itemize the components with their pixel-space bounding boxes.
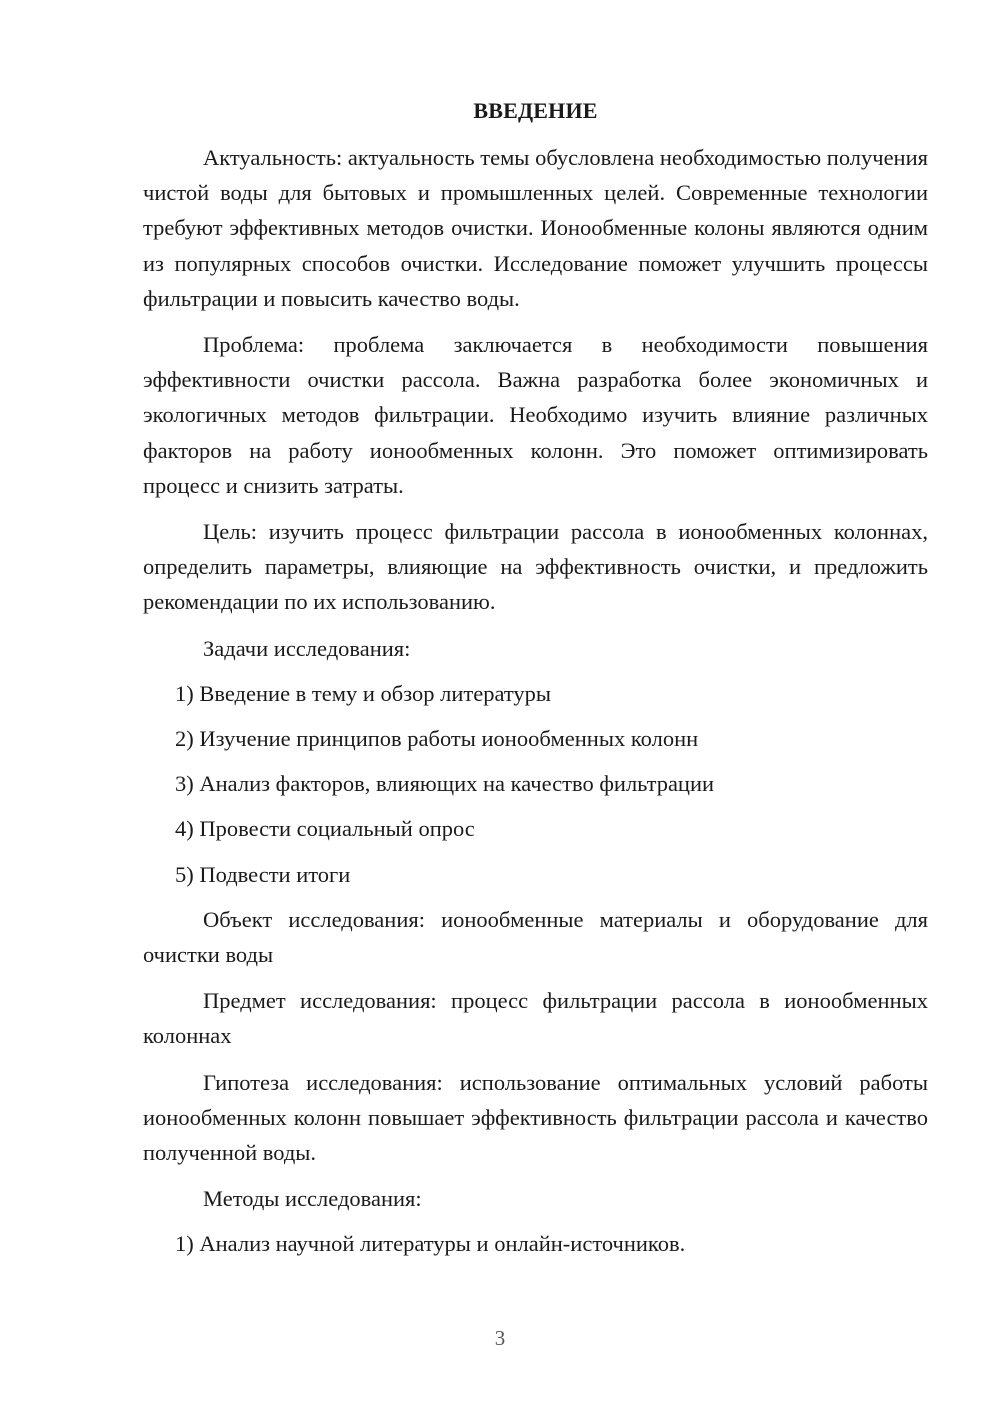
subject-paragraph: Предмет исследования: процесс фильтрации рассола в ионообменных колоннах bbox=[143, 988, 928, 1049]
list-item: 5) Подвести итоги bbox=[175, 861, 351, 887]
list-item: 3) Анализ факторов, влияющих на качество фильтрации bbox=[175, 771, 715, 797]
problem-paragraph: Проблема: проблема заключается в необходимости повышения эффективности очистки рассола. Важна разработка более экономичных и экологичных методов фильтрации. Необходимо изучить влияние различных факторов на работу ионообменных колонн. Это поможет оптимизировать процесс и снизить затраты. bbox=[143, 332, 928, 498]
list-item: 1) Анализ научной литературы и онлайн-источников. bbox=[175, 1231, 686, 1257]
document-page bbox=[143, 93, 928, 1272]
list-item: 1) Введение в тему и обзор литературы bbox=[175, 680, 552, 706]
tasks-list bbox=[143, 676, 928, 892]
goal-paragraph: Цель: изучить процесс фильтрации рассола в ионообменных колоннах, определить параметры, влияющие на эффективность очистки, и предложить рекомендации по их использованию. bbox=[143, 519, 928, 615]
page-number: 3 bbox=[494, 1326, 506, 1350]
methods-heading: Методы исследования: bbox=[203, 1186, 422, 1212]
relevance-paragraph: Актуальность: актуальность темы обусловлена необходимостью получения чистой воды для бытовых и промышленных целей. Современные технологии требуют эффективных методов очистки. Ионообменные колоны являются одним из популярных способов очистки. Исследование поможет улучшить процессы фильтрации и повысить качество воды. bbox=[143, 145, 928, 311]
list-item: 2) Изучение принципов работы ионообменных колонн bbox=[175, 726, 699, 752]
page-title: ВВЕДЕНИЕ bbox=[473, 98, 598, 123]
methods-list bbox=[143, 1226, 928, 1261]
tasks-heading: Задачи исследования: bbox=[203, 635, 411, 661]
hypothesis-paragraph: Гипотеза исследования: использование оптимальных условий работы ионообменных колонн повышает эффективность фильтрации рассола и качество полученной воды. bbox=[143, 1069, 928, 1166]
list-item: 4) Провести социальный опрос bbox=[175, 816, 475, 842]
object-paragraph: Объект исследования: ионообменные материалы и оборудование для очистки воды bbox=[143, 906, 928, 968]
